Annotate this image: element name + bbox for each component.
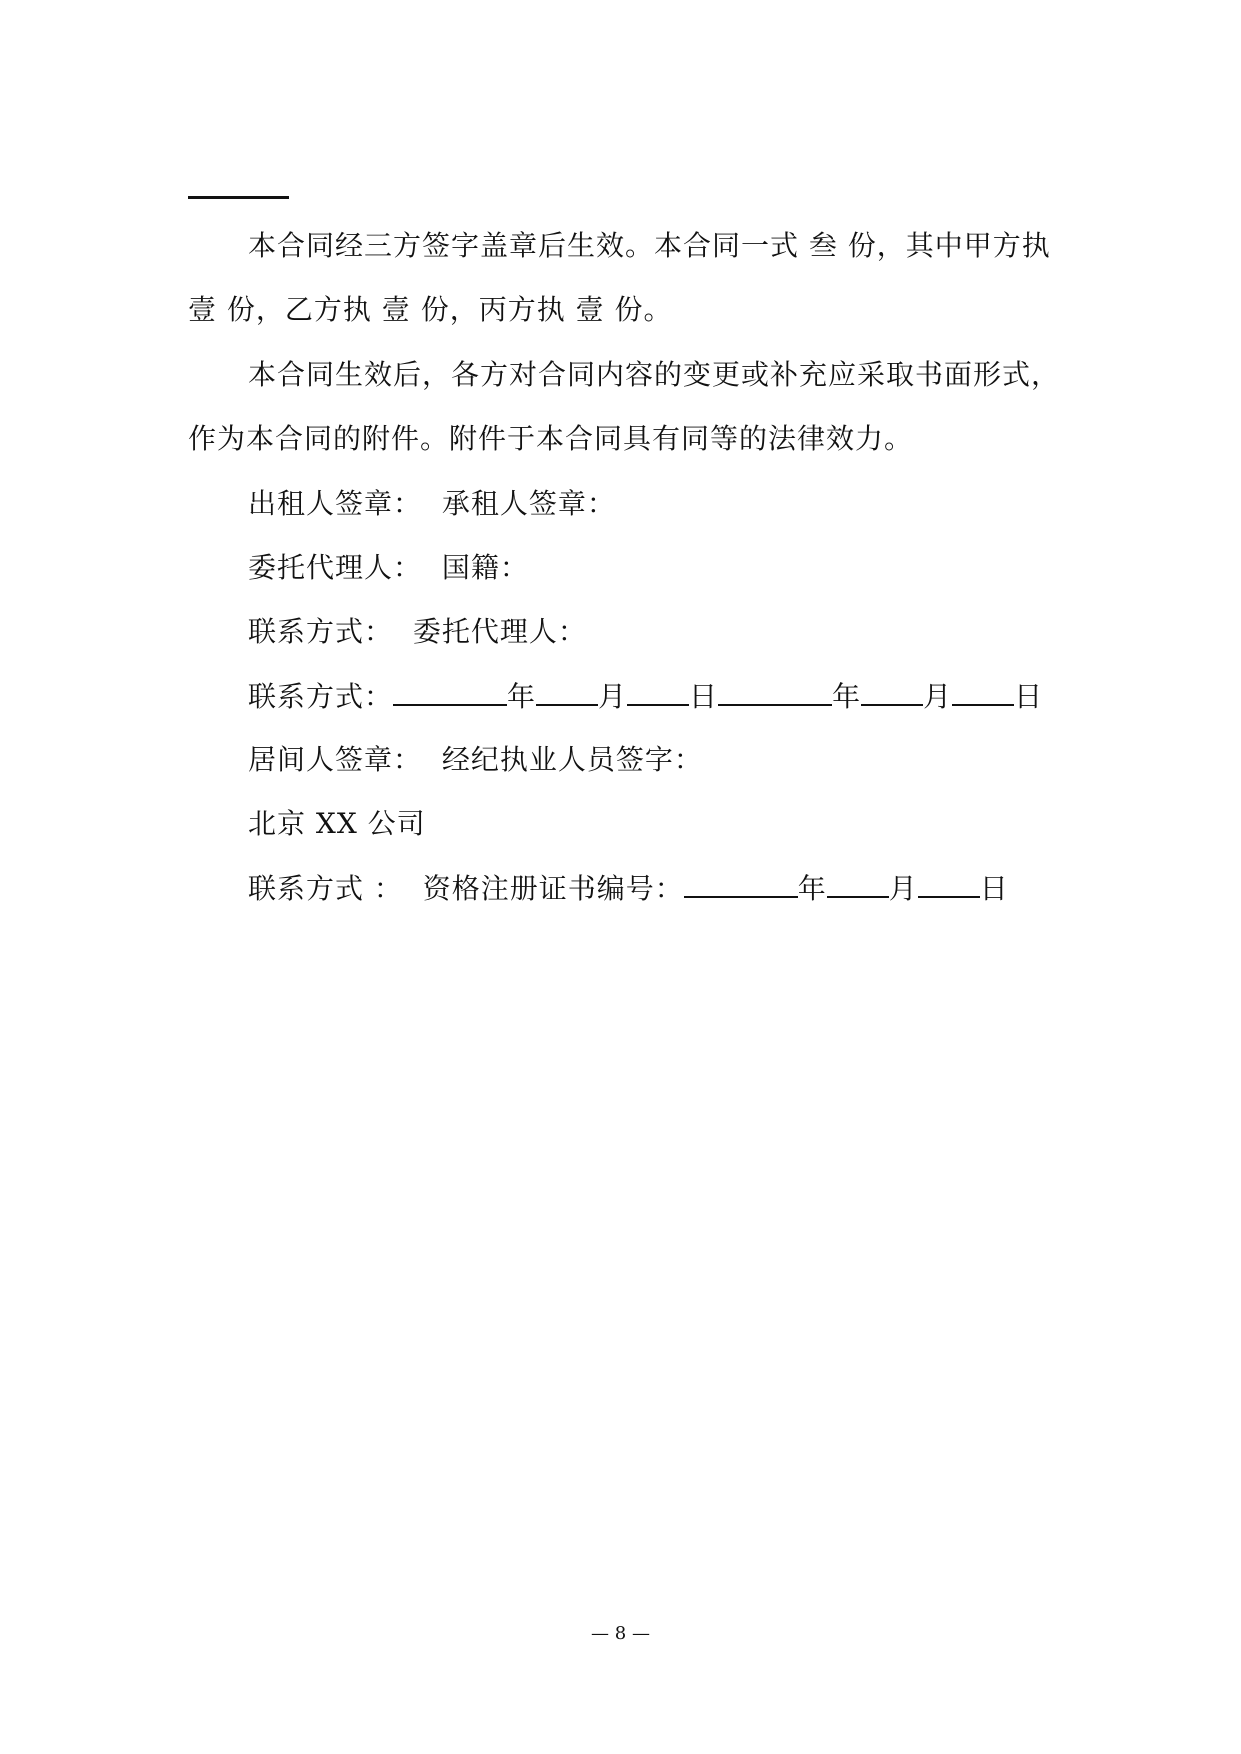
broker-staff-sign-label: 经纪执业人员签字： xyxy=(441,743,703,776)
signature-row-6 xyxy=(248,868,1009,909)
month-label-3: 月 xyxy=(888,872,918,905)
day-blank-2 xyxy=(952,676,1014,706)
month-blank xyxy=(536,676,598,706)
month-label-2: 月 xyxy=(923,680,953,713)
day-label-3: 日 xyxy=(979,872,1009,905)
month-label: 月 xyxy=(598,680,628,713)
paragraph-2-line-2: 作为本合同的附件。附件于本合同具有同等的法律效力。 xyxy=(188,422,914,455)
year-blank-2 xyxy=(718,676,832,706)
year-label-2: 年 xyxy=(832,680,862,713)
signature-row-1 xyxy=(248,484,616,524)
contact-label: 联系方式： xyxy=(248,615,394,648)
signature-row-2 xyxy=(248,548,529,588)
page-number: — 8 — xyxy=(591,1623,650,1644)
nationality-label: 国籍： xyxy=(441,551,529,584)
agent2-label: 委托代理人： xyxy=(412,615,587,648)
year-label: 年 xyxy=(507,680,537,713)
day-label-2: 日 xyxy=(1014,680,1044,713)
contact3-label: 联系方式 ： xyxy=(248,872,403,905)
paragraph-2-line-1: 本合同生效后，各方对合同内容的变更或补充应采取书面形式， xyxy=(248,358,1061,391)
lessee-sign-label: 承租人签章： xyxy=(441,487,616,520)
month-blank-2 xyxy=(861,676,923,706)
day-blank-3 xyxy=(918,868,980,898)
year-blank-3 xyxy=(684,868,798,898)
paragraph-1-line-1: 本合同经三方签字盖章后生效。本合同一式 叁 份，其中甲方执 xyxy=(248,229,1051,262)
broker-sign-label: 居间人签章： xyxy=(248,743,423,776)
paragraph-1-line-2: 壹 份，乙方执 壹 份，丙方执 壹 份。 xyxy=(188,293,673,326)
year-label-3: 年 xyxy=(797,872,827,905)
month-blank-3 xyxy=(827,868,889,898)
lessor-sign-label: 出租人签章： xyxy=(248,487,423,520)
agent-label: 委托代理人： xyxy=(248,551,423,584)
cert-no-label: 资格注册证书编号： xyxy=(422,872,684,905)
signature-row-5 xyxy=(248,740,703,780)
top-rule xyxy=(188,196,289,199)
day-blank xyxy=(627,676,689,706)
signature-row-3 xyxy=(248,612,587,652)
day-label: 日 xyxy=(689,680,719,713)
contact2-label: 联系方式： xyxy=(248,680,394,713)
year-blank xyxy=(393,676,507,706)
company-name: 北京 XX 公司 xyxy=(248,807,426,840)
signature-row-4 xyxy=(248,676,1043,717)
